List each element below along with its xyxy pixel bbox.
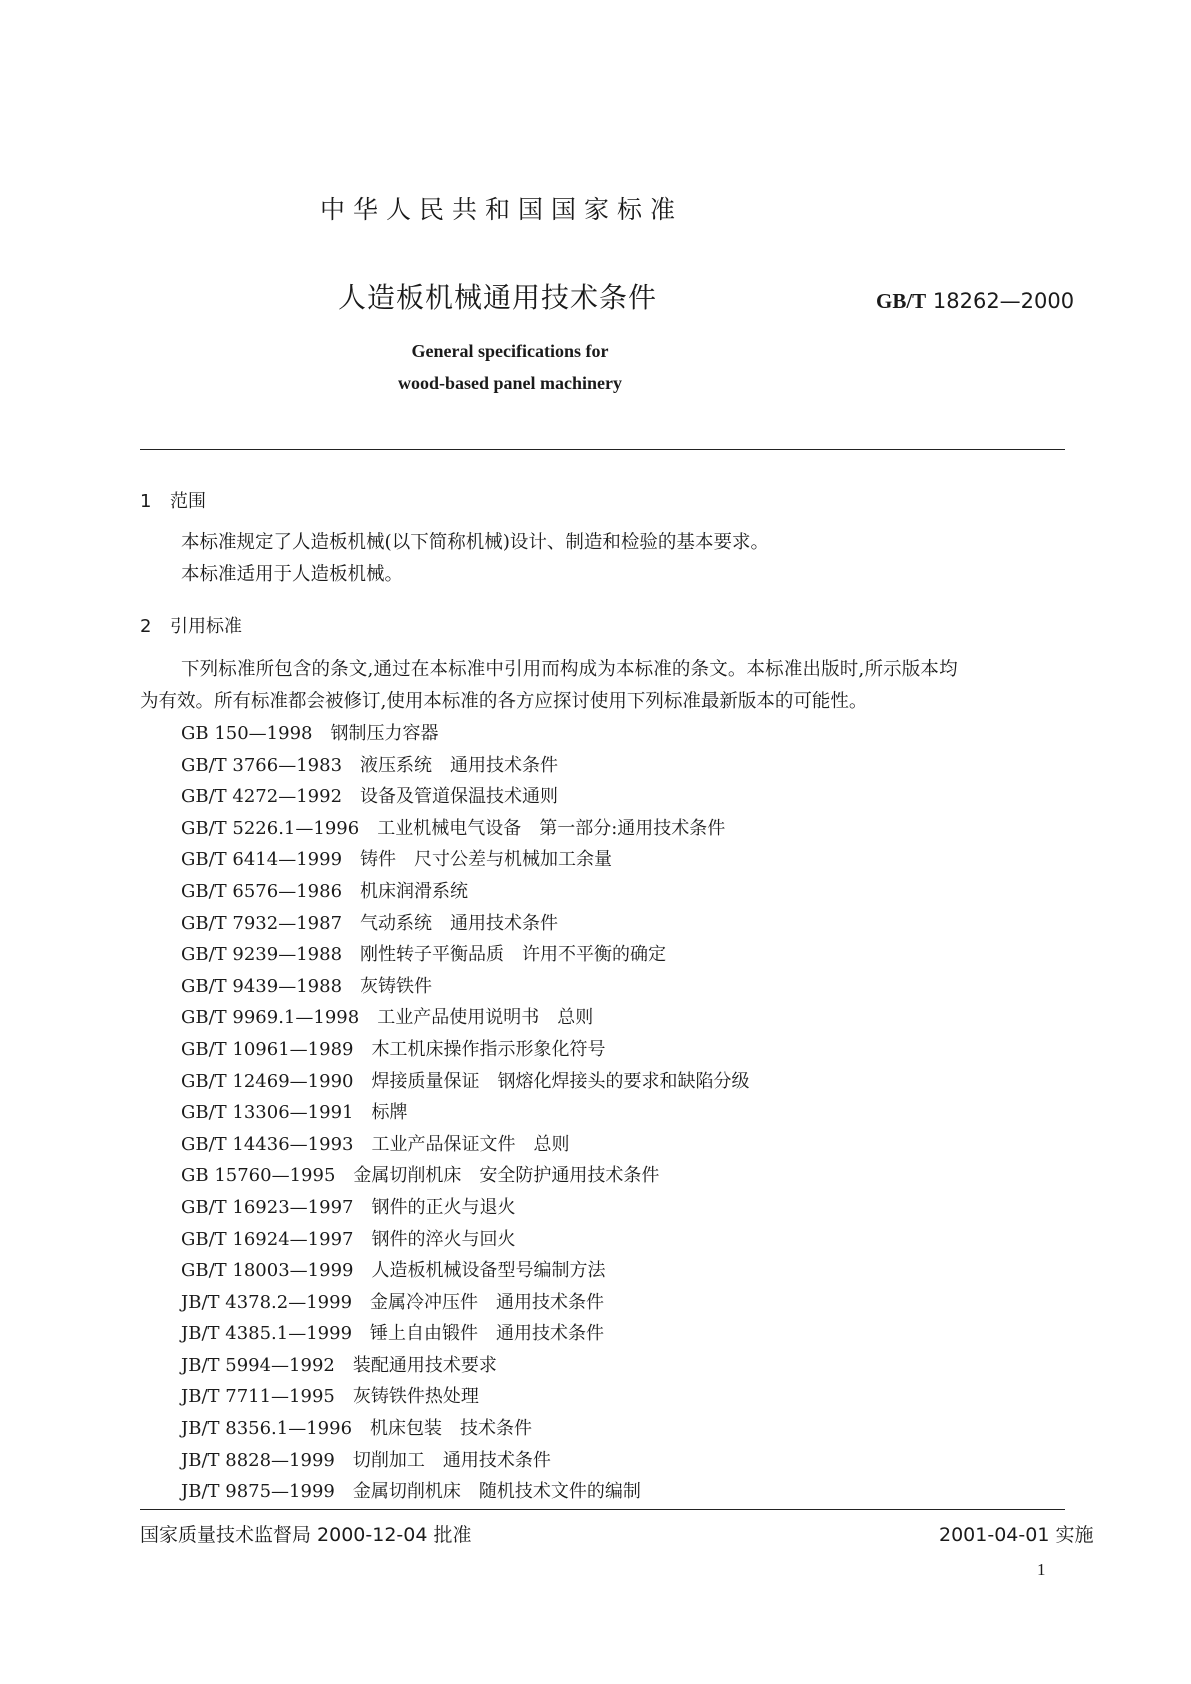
reference-code: GB/T 14436—1993 xyxy=(181,1133,354,1155)
reference-code: GB/T 9439—1988 xyxy=(181,975,343,997)
reference-item xyxy=(181,1160,749,1192)
reference-title: 工业产品保证文件 总则 xyxy=(371,1133,570,1155)
reference-title: 金属切削机床 安全防护通用技术条件 xyxy=(353,1165,660,1187)
reference-code: GB/T 9239—1988 xyxy=(181,944,343,966)
implementation-date: 2001-04-01 实施 xyxy=(939,1524,1094,1546)
reference-title: 钢件的淬火与回火 xyxy=(371,1228,516,1250)
reference-code: GB/T 16923—1997 xyxy=(181,1196,354,1218)
reference-code: GB/T 3766—1983 xyxy=(181,754,343,776)
references-intro-line-1: 下列标准所包含的条文,通过在本标准中引用而构成为本标准的条文。本标准出版时,所示版本均 xyxy=(181,659,958,680)
reference-item xyxy=(181,1350,749,1382)
reference-code: GB/T 6576—1986 xyxy=(181,880,343,902)
section-2-heading xyxy=(140,612,242,638)
reference-title: 工业机械电气设备 第一部分:通用技术条件 xyxy=(377,817,726,839)
reference-code: GB/T 6414—1999 xyxy=(181,849,343,871)
reference-item xyxy=(181,1066,749,1098)
reference-item xyxy=(181,971,749,1003)
reference-item xyxy=(181,1381,749,1413)
reference-item xyxy=(181,1192,749,1224)
reference-code: GB 15760—1995 xyxy=(181,1165,336,1187)
reference-item xyxy=(181,1034,749,1066)
section-1-heading xyxy=(140,487,206,513)
reference-item xyxy=(181,750,749,782)
reference-title: 设备及管道保温技术通则 xyxy=(360,786,559,808)
document-title: 人造板机械通用技术条件 xyxy=(338,281,658,314)
reference-code: GB/T 18003—1999 xyxy=(181,1260,354,1282)
reference-title: 液压系统 通用技术条件 xyxy=(360,754,559,776)
reference-code: GB 150—1998 xyxy=(181,723,313,744)
reference-item xyxy=(181,1413,749,1445)
section-title: 范围 xyxy=(170,491,206,512)
reference-code: GB/T 5226.1—1996 xyxy=(181,817,360,839)
reference-code: JB/T 9875—1999 xyxy=(181,1481,335,1503)
reference-item xyxy=(181,1445,749,1477)
section-number: 1 xyxy=(140,491,152,512)
reference-code: JB/T 8828—1999 xyxy=(181,1449,335,1471)
reference-title: 钢件的正火与退火 xyxy=(371,1196,516,1218)
reference-title: 锤上自由锻件 通用技术条件 xyxy=(370,1323,605,1345)
reference-title: 铸件 尺寸公差与机械加工余量 xyxy=(360,849,613,871)
reference-title: 刚性转子平衡品质 许用不平衡的确定 xyxy=(360,944,667,966)
reference-code: GB/T 16924—1997 xyxy=(181,1228,354,1250)
reference-item xyxy=(181,1002,749,1034)
reference-title: 机床包装 技术条件 xyxy=(370,1418,533,1440)
standard-prefix: GB/T xyxy=(876,289,927,313)
reference-title: 钢制压力容器 xyxy=(330,723,439,744)
english-title-line-1: General specifications for xyxy=(411,341,609,361)
reference-code: GB/T 4272—1992 xyxy=(181,786,343,808)
national-standard-title: 中华人民共和国国家标准 xyxy=(320,195,684,224)
approval-line: 国家质量技术监督局 2000-12-04 批准 xyxy=(140,1524,472,1546)
english-title-line-2: wood-based panel machinery xyxy=(397,373,622,393)
section-title: 引用标准 xyxy=(170,616,242,637)
scope-paragraph-1: 本标准规定了人造板机械(以下简称机械)设计、制造和检验的基本要求。 xyxy=(181,532,769,553)
reference-code: JB/T 7711—1995 xyxy=(181,1386,335,1408)
reference-title: 机床润滑系统 xyxy=(360,880,469,902)
reference-title: 焊接质量保证 钢熔化焊接头的要求和缺陷分级 xyxy=(371,1070,750,1092)
reference-title: 灰铸铁件 xyxy=(360,975,433,997)
reference-code: GB/T 12469—1990 xyxy=(181,1070,354,1092)
reference-title: 气动系统 通用技术条件 xyxy=(360,912,559,934)
reference-item xyxy=(181,876,749,908)
reference-title: 金属切削机床 随机技术文件的编制 xyxy=(352,1481,641,1503)
reference-title: 标牌 xyxy=(371,1102,408,1124)
normative-references-list xyxy=(181,718,749,1508)
reference-title: 人造板机械设备型号编制方法 xyxy=(371,1260,606,1282)
reference-item xyxy=(181,813,749,845)
reference-title: 木工机床操作指示形象化符号 xyxy=(371,1038,606,1060)
scope-paragraph-2: 本标准适用于人造板机械。 xyxy=(181,564,404,585)
reference-code: GB/T 13306—1991 xyxy=(181,1102,354,1124)
reference-item xyxy=(181,1255,749,1287)
reference-item xyxy=(181,908,749,940)
reference-item xyxy=(181,781,749,813)
reference-item xyxy=(181,1129,749,1161)
header-divider xyxy=(140,449,1065,450)
references-intro-line-2: 为有效。所有标准都会被修订,使用本标准的各方应探讨使用下列标准最新版本的可能性。 xyxy=(140,691,868,712)
standard-number xyxy=(876,289,1074,314)
reference-code: JB/T 4385.1—1999 xyxy=(181,1323,353,1345)
reference-code: JB/T 5994—1992 xyxy=(181,1354,335,1376)
reference-item xyxy=(181,1476,749,1508)
reference-title: 装配通用技术要求 xyxy=(352,1354,497,1376)
reference-item xyxy=(181,1318,749,1350)
reference-title: 切削加工 通用技术条件 xyxy=(352,1449,551,1471)
standard-code: 18262—2000 xyxy=(932,289,1075,313)
reference-title: 灰铸铁件热处理 xyxy=(352,1386,479,1408)
reference-code: GB/T 9969.1—1998 xyxy=(181,1007,360,1029)
reference-item xyxy=(181,1287,749,1319)
reference-item xyxy=(181,1097,749,1129)
reference-item xyxy=(181,718,749,750)
reference-code: GB/T 7932—1987 xyxy=(181,912,343,934)
reference-item xyxy=(181,1224,749,1256)
reference-code: GB/T 10961—1989 xyxy=(181,1038,354,1060)
reference-code: JB/T 8356.1—1996 xyxy=(181,1418,353,1440)
reference-title: 工业产品使用说明书 总则 xyxy=(377,1007,594,1029)
footer-divider xyxy=(140,1509,1065,1510)
reference-code: JB/T 4378.2—1999 xyxy=(181,1291,353,1313)
reference-item xyxy=(181,844,749,876)
section-number: 2 xyxy=(140,616,152,637)
reference-item xyxy=(181,939,749,971)
page-number: 1 xyxy=(1037,1560,1046,1579)
reference-title: 金属冷冲压件 通用技术条件 xyxy=(370,1291,605,1313)
english-title xyxy=(300,335,720,399)
